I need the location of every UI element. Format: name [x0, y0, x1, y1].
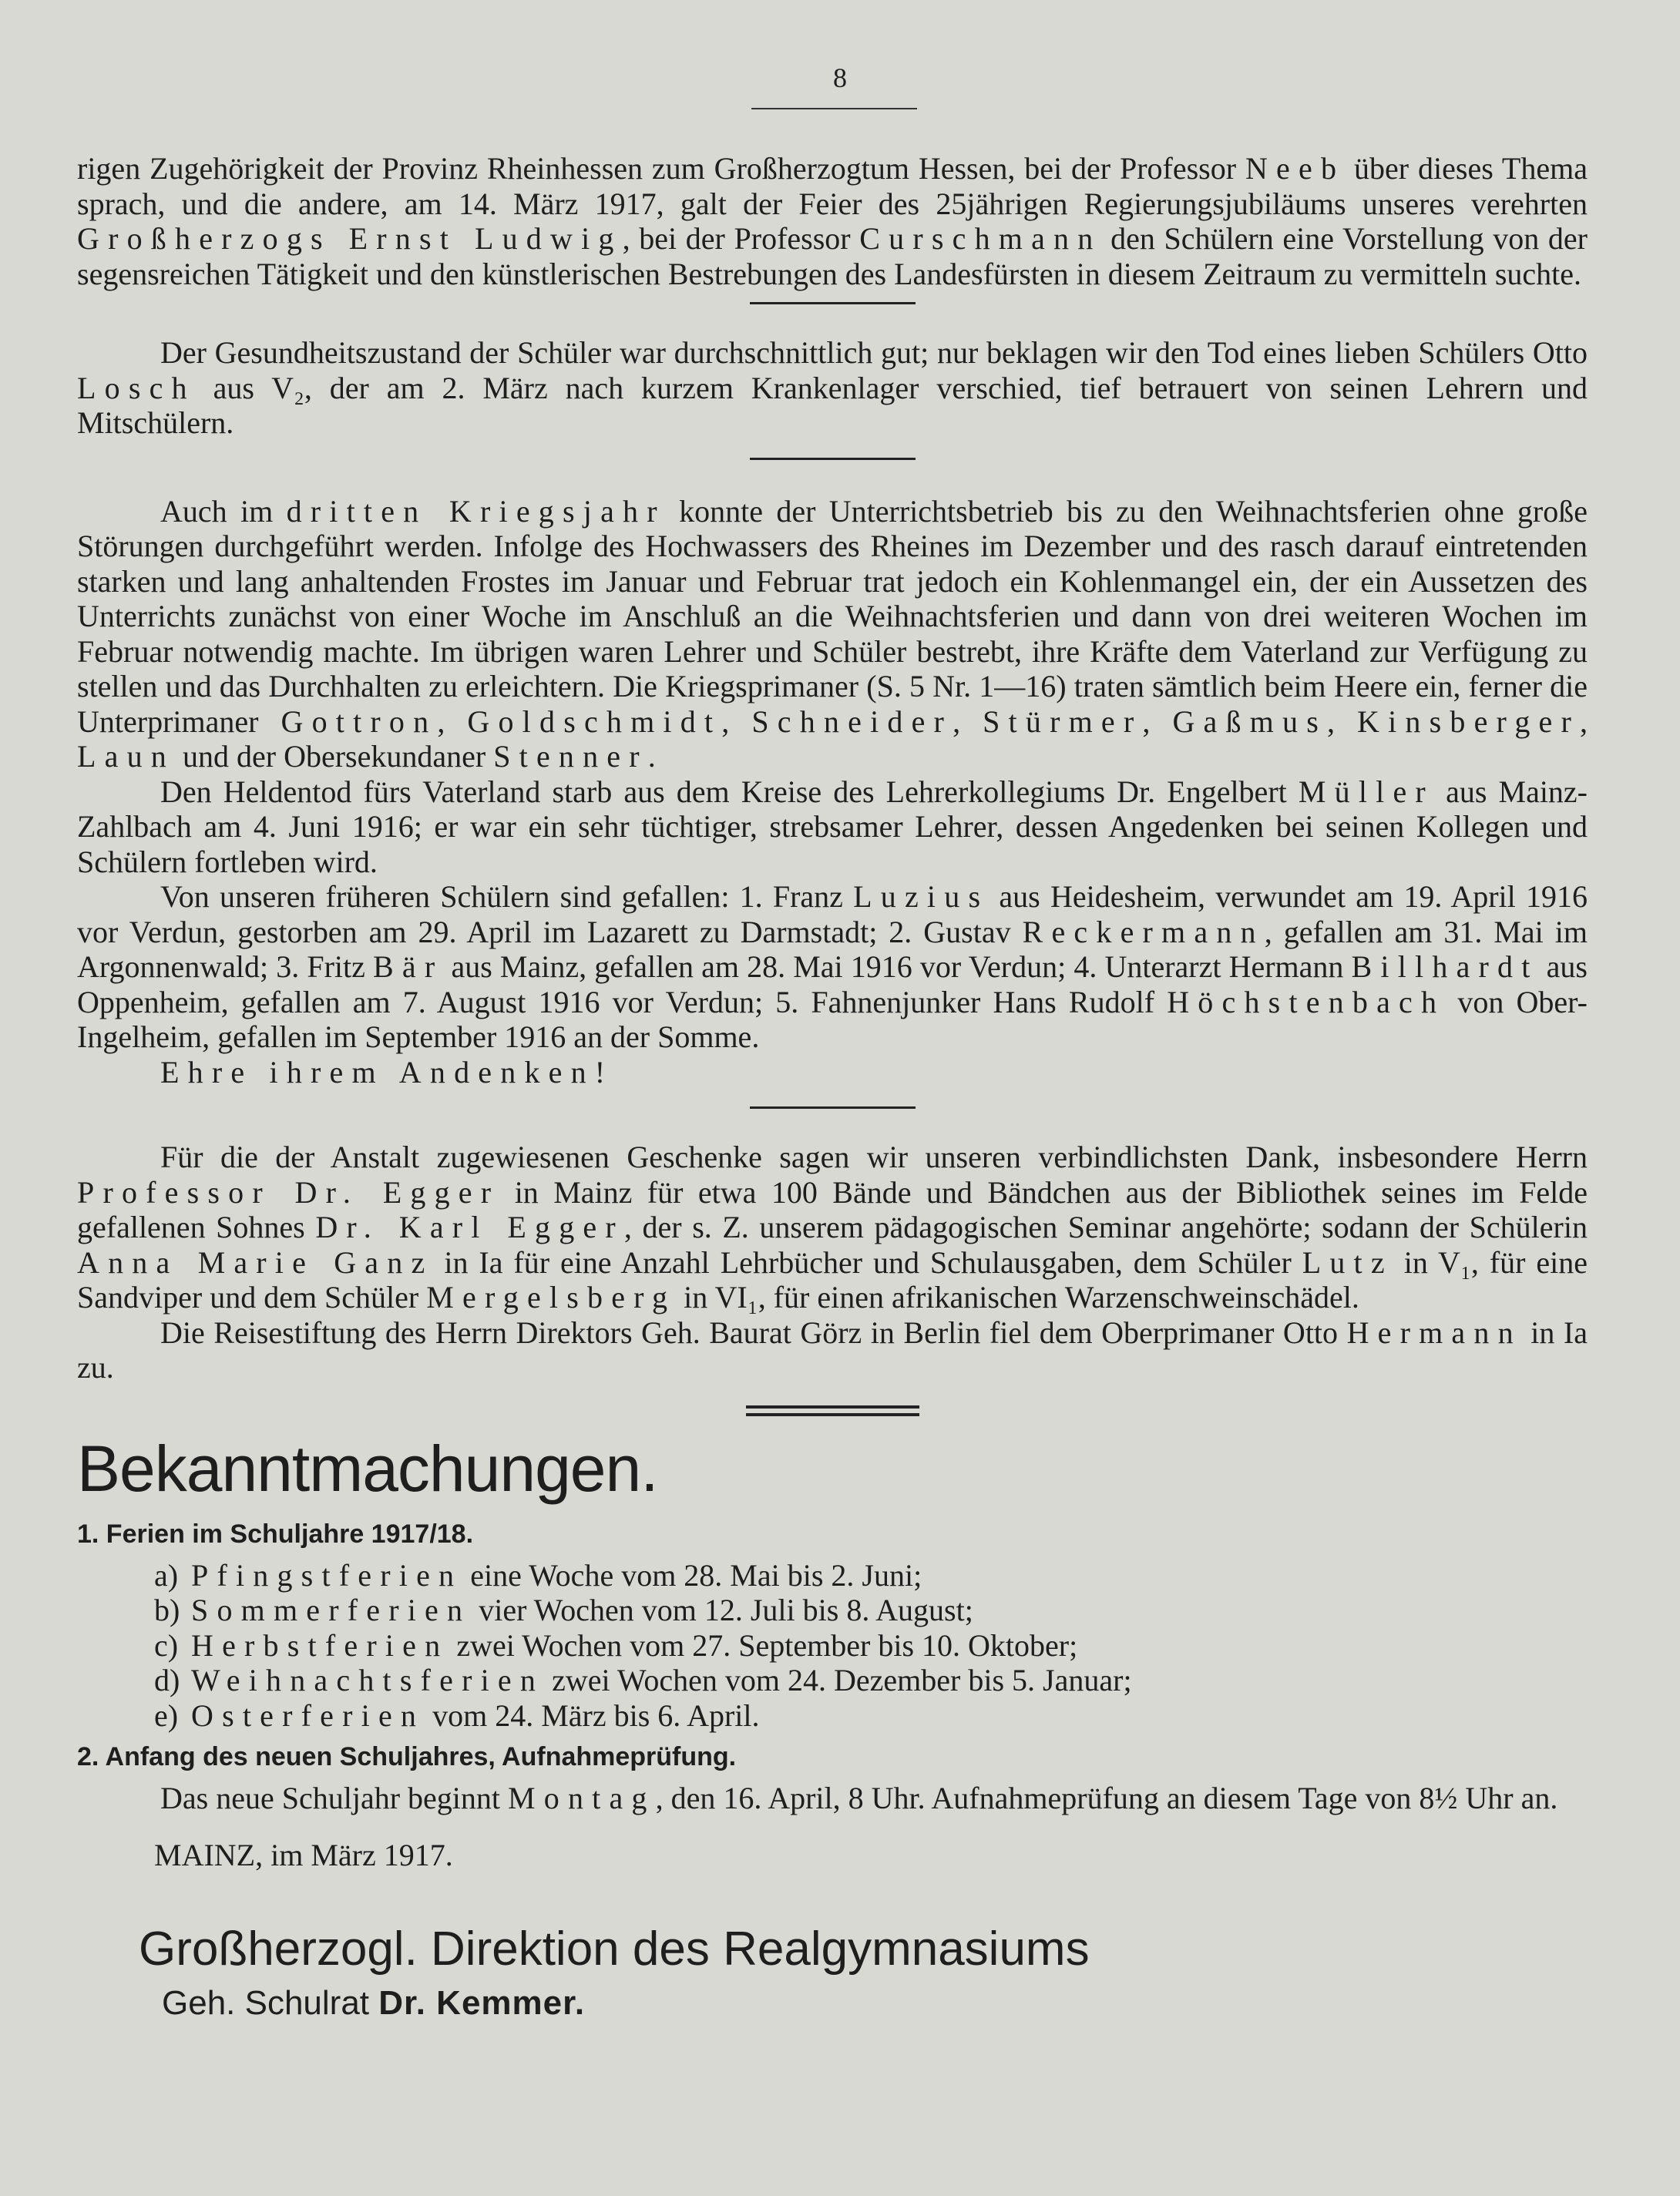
- paragraph-travel-fund: [77, 1315, 1588, 1385]
- list-letter: b): [154, 1593, 180, 1627]
- spaced-name: Gaßmus: [1172, 703, 1327, 739]
- list-item: [154, 1663, 1588, 1698]
- holiday-name: Weihnachtsferien: [191, 1663, 545, 1697]
- text-run: aus Heidesheim, verwundet am 19. April 1916 vor Verdun, gestorben am 29. April im Lazarett zu Darmstadt; 2. Gustav: [77, 879, 1588, 949]
- text-run: Der Gesundheitszustand der Schüler war durchschnittlich gut; nur beklagen wir den Tod eines lieben Schülers Otto: [160, 335, 1588, 370]
- text-run: rigen Zugehörigkeit der Provinz Rheinhessen zum Großherzogtum Hessen, bei der Professor: [77, 151, 1245, 186]
- holiday-dates: eine Woche vom 28. Mai bis 2. Juni;: [462, 1557, 922, 1593]
- spaced-name: Hermann: [1346, 1315, 1522, 1350]
- text-run: über dieses Thema sprach, und die andere, am 14. März 1917, galt der Feier des 25jährigen Regierungsjubiläums unseres verehrten: [77, 151, 1588, 221]
- text-run: aus Oppenheim, gefallen am 7. August 1916 vor Verdun; 5. Fahnenjunker Hans Rudolf: [77, 949, 1588, 1019]
- paragraph-honor: [77, 1055, 1588, 1090]
- text-run: ,: [437, 703, 468, 739]
- paragraph-war-year: [77, 494, 1588, 774]
- text-run: ,: [1142, 703, 1173, 739]
- text-run: aus Mainz, gefallen am 28. Mai 1916 vor Verdun; 4. Unterarzt Hermann: [443, 949, 1352, 984]
- section-divider: [750, 302, 916, 304]
- spaced-phrase: Ehre ihrem Andenken!: [160, 1054, 614, 1090]
- spaced-name: Professor Dr. Egger: [77, 1174, 500, 1210]
- text-run: in Mainz für etwa 100 Bände und Bändchen aus der Bibliothek seines im Felde gefallenen Sohnes: [77, 1174, 1588, 1244]
- list-letter: d): [154, 1663, 180, 1697]
- holiday-name: Sommerferien: [191, 1593, 472, 1627]
- header-rule: [751, 108, 917, 109]
- text-run: aus V₂, der am 2. März nach kurzem Krankenlager verschied, tief betrauert von seinen Lehrern und Mitschülern.: [77, 370, 1588, 440]
- text-run: von Ober-Ingelheim, gefallen im September 1916 an der Somme.: [77, 984, 1588, 1054]
- text-run: in VI₁, für einen afrikanischen Warzenschweinschädel.: [676, 1280, 1359, 1315]
- spaced-name: Großherzogs Ernst Ludwig: [77, 221, 623, 256]
- text-run: , gefallen am 31. Mai im Argonnenwald; 3. Fritz: [77, 914, 1588, 984]
- text-run: Die Reisestiftung des Herrn Direktors Geh. Baurat Görz in Berlin fiel dem Oberprimaner Otto: [160, 1315, 1347, 1350]
- text-run: und der Obersekundaner: [175, 739, 494, 774]
- text-run: Den Heldentod fürs Vaterland starb aus dem Kreise des Lehrerkollegiums Dr. Engelbert: [160, 774, 1299, 809]
- document-body: [77, 151, 1588, 2026]
- spaced-name: Losch: [77, 370, 196, 405]
- spaced-name: Montag: [508, 1781, 656, 1815]
- spaced-name: Stenner: [493, 739, 648, 774]
- signature-title: Geh. Schulrat: [162, 1984, 379, 2022]
- list-letter: e): [154, 1697, 179, 1733]
- text-run: Von unseren früheren Schülern sind gefallen: 1. Franz: [160, 879, 854, 914]
- spaced-name: Mergelsberg: [426, 1280, 677, 1315]
- spaced-name: dritten Kriegsjahr: [286, 493, 666, 529]
- list-item: [154, 1593, 1588, 1628]
- holiday-name: Pfingstferien: [191, 1557, 463, 1593]
- paragraph-gifts: [77, 1140, 1588, 1315]
- holiday-name: Osterferien: [191, 1697, 425, 1733]
- text-run: , bei der Professor: [622, 221, 860, 256]
- text-run: ,: [1580, 703, 1588, 739]
- spaced-name: Goldschmidt: [467, 703, 722, 739]
- double-divider: [746, 1405, 919, 1416]
- date-line: MAINZ, im März 1917.: [154, 1837, 453, 1872]
- text-run: , den 16. April, 8 Uhr. Aufnahmeprüfung an diesem Tage von 8½ Uhr an.: [655, 1781, 1558, 1815]
- section-divider: [750, 1106, 916, 1109]
- list-item: [154, 1698, 1588, 1734]
- text-run: Auch im: [160, 493, 287, 529]
- list-item: [154, 1558, 1588, 1593]
- spaced-name: Stürmer: [983, 703, 1143, 739]
- spaced-name: Curschmann: [859, 221, 1102, 256]
- paragraph-teacher-death: [77, 774, 1588, 880]
- holiday-dates: zwei Wochen vom 24. Dezember bis 5. Januar;: [544, 1663, 1132, 1697]
- spaced-name: Lutz: [1302, 1244, 1393, 1280]
- holiday-dates: zwei Wochen vom 27. September bis 10. Oktober;: [449, 1627, 1078, 1663]
- signature-institution: Großherzogl. Direktion des Realgymnasiums: [139, 1922, 1090, 1976]
- text-run: ,: [1326, 703, 1358, 739]
- spaced-name: Höchstenbach: [1167, 984, 1446, 1019]
- paragraph-school-start: [77, 1781, 1588, 1816]
- signature-name: Dr. Kemmer.: [378, 1984, 586, 2022]
- holiday-dates: vier Wochen vom 12. Juli bis 8. August;: [471, 1593, 973, 1627]
- spaced-name: Schneider: [751, 703, 953, 739]
- text-run: Das neue Schuljahr beginnt: [160, 1781, 508, 1815]
- school-year-subheading: 2. Anfang des neuen Schuljahres, Aufnahmeprüfung.: [77, 1742, 737, 1771]
- holiday-name: Herbstferien: [191, 1627, 449, 1663]
- holidays-list: [154, 1558, 1588, 1734]
- spaced-name: Kinsberger: [1357, 703, 1581, 739]
- spaced-name: Luzius: [853, 879, 990, 914]
- holidays-subheading: 1. Ferien im Schuljahre 1917/18.: [77, 1519, 474, 1549]
- list-item: [154, 1628, 1588, 1664]
- text-run: in V₁, für eine Sandviper und dem Schüler: [77, 1244, 1588, 1315]
- spaced-name: Müller: [1298, 774, 1434, 809]
- text-run: aus Mainz-Zahlbach am 4. Juni 1916; er war ein sehr tüchtiger, strebsamer Lehrer, dessen Angedenken bei seinen Kollegen und Schülern fortleben wird.: [77, 774, 1588, 879]
- spaced-name: Reckermann: [1022, 914, 1265, 949]
- text-run: den Schülern eine Vorstellung von der segensreichen Tätigkeit und den künstlerischen Bestrebungen des Landesfürsten in diesem Zeitraum zu vermitteln suchte.: [77, 221, 1588, 291]
- spaced-name: Laun: [77, 739, 175, 774]
- spaced-name: Anna Marie Ganz: [77, 1244, 434, 1280]
- holiday-dates: vom 24. März bis 6. April.: [425, 1697, 760, 1733]
- text-run: Für die der Anstalt zugewiesenen Geschenke sagen wir unseren verbindlichsten Dank, insbesondere Herrn: [160, 1140, 1588, 1174]
- text-run: in Ia für eine Anzahl Lehrbücher und Schulausgaben, dem Schüler: [433, 1244, 1302, 1280]
- section-divider: [750, 458, 916, 460]
- paragraph-fallen-students: [77, 879, 1588, 1055]
- text-run: .: [647, 739, 656, 774]
- spaced-name: Bär: [373, 949, 444, 984]
- spaced-name: Gottron: [281, 703, 438, 739]
- list-letter: c): [154, 1627, 179, 1663]
- text-run: konnte der Unterrichtsbetrieb bis zu den Weihnachtsferien ohne große Störungen durchgeführt werden. Infolge des Hochwassers des Rheines im Dezember und des rasch darauf eintretenden starken und lang anhaltenden Frostes im Januar und Februar trat jedoch ein Kohlenmangel ein, der ein Aussetzen des Unterrichts zunächst von einer Woche im Anschluß an die Weihnachtsferien und dann von drei weiteren Wochen im Februar notwendig machte. Im übrigen waren Lehrer und Schüler bestrebt, ihre Kräfte dem Vaterland zur Verfügung zu stellen und das Durchhalten zu erleichtern. Die Kriegsprimaner (S. 5 Nr. 1—16) traten sämtlich beim Heere ein, ferner die Unterprimaner: [77, 493, 1588, 739]
- list-letter: a): [154, 1557, 179, 1593]
- paragraph-health: [77, 335, 1588, 441]
- spaced-name: Neeb: [1245, 151, 1346, 186]
- text-run: in Ia zu.: [77, 1315, 1588, 1385]
- text-run: ,: [721, 703, 752, 739]
- signature-person: [77, 1980, 1588, 2026]
- spaced-name: Billhardt: [1351, 949, 1539, 984]
- text-run: , der s. Z. unserem pädagogischen Seminar angehörte; sodann der Schülerin: [623, 1210, 1588, 1244]
- paragraph-anniversary: [77, 151, 1588, 291]
- spaced-name: Dr. Karl Egger: [315, 1210, 624, 1244]
- announcements-heading: Bekanntmachungen.: [77, 1432, 658, 1505]
- page-number: 8: [833, 62, 847, 93]
- text-run: ,: [953, 703, 983, 739]
